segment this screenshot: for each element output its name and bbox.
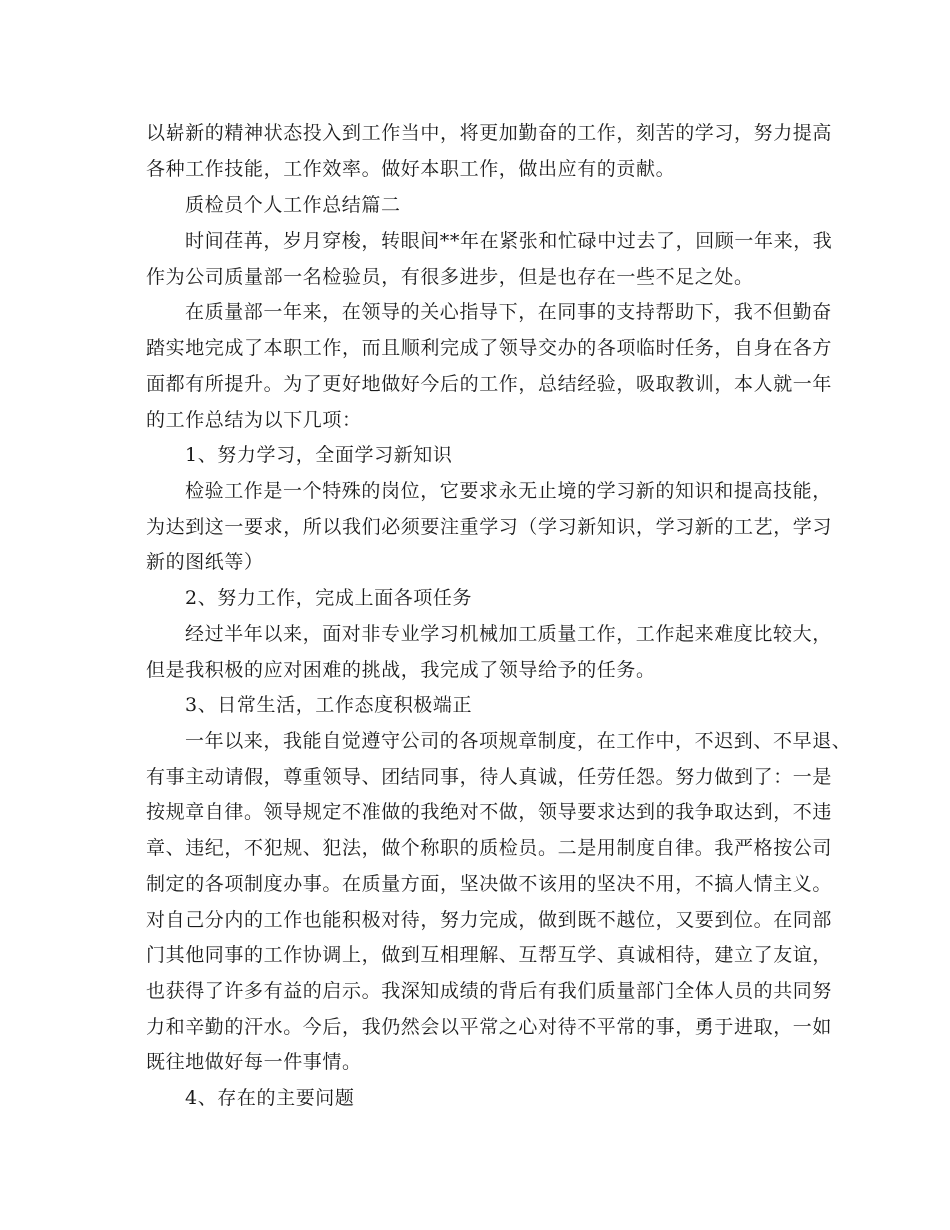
text-line: 一年以来，我能自觉遵守公司的各项规章制度，在工作中，不迟到、不早退、 [185,730,852,752]
text-line: 有事主动请假，尊重领导、团结同事，待人真诚，任劳任怨。努力做到了：一是 [146,766,833,788]
text-line: 按规章自律。领导规定不准做的我绝对不做，领导要求达到的我争取达到，不违 [146,801,833,823]
text-line: 也获得了许多有益的启示。我深知成绩的背后有我们质量部门全体人员的共同努 [146,980,833,1002]
text-line: 在质量部一年来，在领导的关心指导下，在同事的支持帮助下，我不但勤奋 [185,301,832,323]
text-line: 但是我积极的应对困难的挑战，我完成了领导给予的任务。 [146,659,656,681]
text-line: 踏实地完成了本职工作，而且顺利完成了领导交办的各项临时任务，自身在各方 [146,337,833,359]
text-line: 以崭新的精神状态投入到工作当中，将更加勤奋的工作，刻苦的学习，努力提高 [146,122,833,144]
text-line: 面都有所提升。为了更好地做好今后的工作，总结经验，吸取教训，本人就一年 [146,373,833,395]
text-line: 为达到这一要求，所以我们必须要注重学习（学习新知识，学习新的工艺，学习 [146,516,833,538]
text-line: 检验工作是一个特殊的岗位，它要求永无止境的学习新的知识和提高技能， [185,480,832,502]
text-line: 章、违纪，不犯规、犯法，做个称职的质检员。二是用制度自律。我严格按公司 [146,837,833,859]
text-line: 时间荏苒，岁月穿梭，转眼间**年在紧张和忙碌中过去了，回顾一年来，我 [185,230,833,252]
text-line: 对自己分内的工作也能积极对待，努力完成，做到既不越位，又要到位。在同部 [146,909,833,931]
text-line: 经过半年以来，面对非专业学习机械加工质量工作，工作起来难度比较大， [185,623,832,645]
text-line: 制定的各项制度办事。在质量方面，坚决做不该用的坚决不用，不搞人情主义。 [146,873,833,895]
list-heading: 2、努力工作，完成上面各项任务 [185,587,473,609]
list-heading: 4、存在的主要问题 [185,1087,355,1109]
text-line: 新的图纸等） [146,551,264,573]
list-heading: 3、日常生活，工作态度积极端正 [185,694,473,716]
text-line: 各种工作技能，工作效率。做好本职工作，做出应有的贡献。 [146,158,676,180]
text-line: 门其他同事的工作协调上，做到互相理解、互帮互学、真诚相待，建立了友谊， [146,944,833,966]
text-line: 的工作总结为以下几项： [146,409,362,431]
text-line: 既往地做好每一件事情。 [146,1051,362,1073]
text-line: 力和辛勤的汗水。今后，我仍然会以平常之心对待不平常的事，勇于进取，一如 [146,1016,833,1038]
text-line: 作为公司质量部一名检验员，有很多进步，但是也存在一些不足之处。 [146,266,754,288]
list-heading: 1、努力学习，全面学习新知识 [185,444,453,466]
section-title: 质检员个人工作总结篇二 [185,194,401,216]
